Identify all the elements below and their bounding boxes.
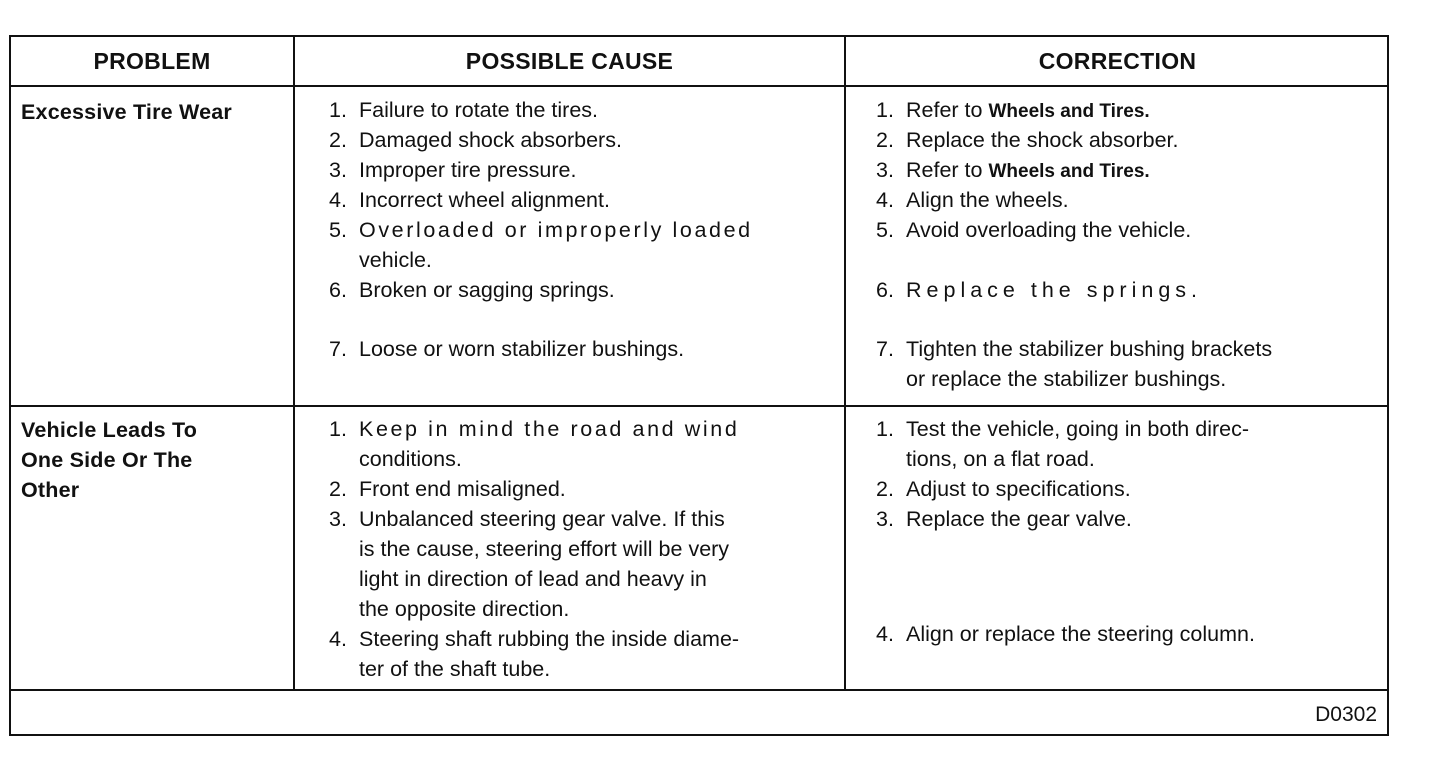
item-number: 1. [876, 417, 894, 441]
correction-item [876, 334, 1272, 394]
cause-item [329, 624, 739, 684]
item-number: 6. [876, 278, 894, 302]
item-text: Adjust to specifications. [906, 477, 1131, 501]
row-divider [11, 405, 1387, 407]
item-text: Overloaded or improperly loaded [359, 218, 753, 242]
item-text-continued: or replace the stabilizer bushings. [906, 367, 1227, 391]
cause-item [329, 95, 598, 125]
problem-line: Other [21, 478, 80, 502]
item-text-continued: conditions. [359, 447, 462, 471]
item-text: Align the wheels. [906, 188, 1069, 212]
item-number: 3. [329, 158, 347, 182]
item-number: 4. [329, 627, 347, 651]
column-divider-2 [844, 37, 846, 689]
item-number: 3. [876, 507, 894, 531]
item-number: 3. [329, 507, 347, 531]
item-text: Failure to rotate the tires. [359, 98, 598, 122]
item-number: 7. [329, 337, 347, 361]
item-text: Incorrect wheel alignment. [359, 188, 610, 212]
item-text-continued: vehicle. [359, 248, 432, 272]
diagnosis-table [9, 35, 1389, 736]
item-text: Broken or sagging springs. [359, 278, 615, 302]
correction-item [876, 504, 1132, 534]
correction-item [876, 414, 1249, 474]
item-text: Keep in mind the road and wind [359, 417, 740, 441]
item-number: 1. [329, 98, 347, 122]
item-text: Damaged shock absorbers. [359, 128, 622, 152]
header-possible-cause: POSSIBLE CAUSE [465, 47, 674, 74]
item-number: 4. [329, 188, 347, 212]
footer-divider [11, 689, 1387, 691]
cause-item [329, 275, 615, 305]
correction-item [876, 125, 1179, 155]
item-text: Avoid overloading the vehicle. [906, 218, 1192, 242]
header-problem: PROBLEM [93, 47, 211, 74]
item-number: 4. [876, 188, 894, 212]
correction-item [876, 215, 1191, 245]
item-number: 3. [876, 158, 894, 182]
item-text: Align or replace the steering column. [906, 622, 1255, 646]
correction-item [876, 155, 1150, 187]
header-correction: CORRECTION [1038, 47, 1197, 74]
item-text-continued: light in direction of lead and heavy in [359, 567, 707, 591]
item-number: 1. [329, 417, 347, 441]
item-number: 7. [876, 337, 894, 361]
item-text: Refer to [906, 98, 983, 122]
cause-item [329, 414, 739, 474]
item-text: Steering shaft rubbing the inside diame- [359, 627, 740, 651]
item-text: Front end misaligned. [359, 477, 566, 501]
correction-item [876, 474, 1131, 504]
item-text: Tighten the stabilizer bushing brackets [906, 337, 1273, 361]
item-text: Replace the springs. [906, 278, 1202, 302]
item-text: Refer to [906, 158, 983, 182]
problem-line: One Side Or The [21, 448, 193, 472]
item-number: 5. [329, 218, 347, 242]
correction-item [876, 275, 1202, 305]
item-text-continued: ter of the shaft tube. [359, 657, 551, 681]
item-number: 6. [329, 278, 347, 302]
cause-item [329, 215, 753, 275]
cause-item [329, 125, 622, 155]
item-number: 2. [876, 128, 894, 152]
correction-item [876, 95, 1150, 127]
cross-reference: Wheels and Tires. [988, 101, 1150, 122]
cause-item [329, 155, 576, 185]
cross-reference: Wheels and Tires. [988, 161, 1150, 182]
item-text: Improper tire pressure. [359, 158, 577, 182]
item-text: Replace the gear valve. [906, 507, 1132, 531]
cause-item [329, 334, 684, 364]
item-text: Test the vehicle, going in both direc- [906, 417, 1250, 441]
correction-item [876, 619, 1255, 649]
column-divider-1 [293, 37, 295, 689]
item-number: 2. [329, 477, 347, 501]
item-number: 1. [876, 98, 894, 122]
item-number: 4. [876, 622, 894, 646]
item-number: 2. [329, 128, 347, 152]
item-text: Unbalanced steering gear valve. If this [359, 507, 725, 531]
cause-item [329, 474, 566, 504]
item-text: Loose or worn stabilizer bushings. [359, 337, 685, 361]
correction-item [876, 185, 1069, 215]
header-divider [11, 85, 1387, 87]
cause-item [329, 185, 610, 215]
item-number: 5. [876, 218, 894, 242]
problem-line: Vehicle Leads To [21, 418, 198, 442]
item-text-continued: tions, on a flat road. [906, 447, 1095, 471]
item-number: 2. [876, 477, 894, 501]
problem-excessive-tire-wear: Excessive Tire Wear [21, 100, 232, 124]
cause-item [329, 504, 729, 624]
figure-code: D0302 [1315, 703, 1377, 726]
problem-vehicle-leads [21, 415, 197, 505]
item-text-continued: is the cause, steering effort will be very [359, 537, 730, 561]
item-text-continued: the opposite direction. [359, 597, 570, 621]
item-text: Replace the shock absorber. [906, 128, 1179, 152]
